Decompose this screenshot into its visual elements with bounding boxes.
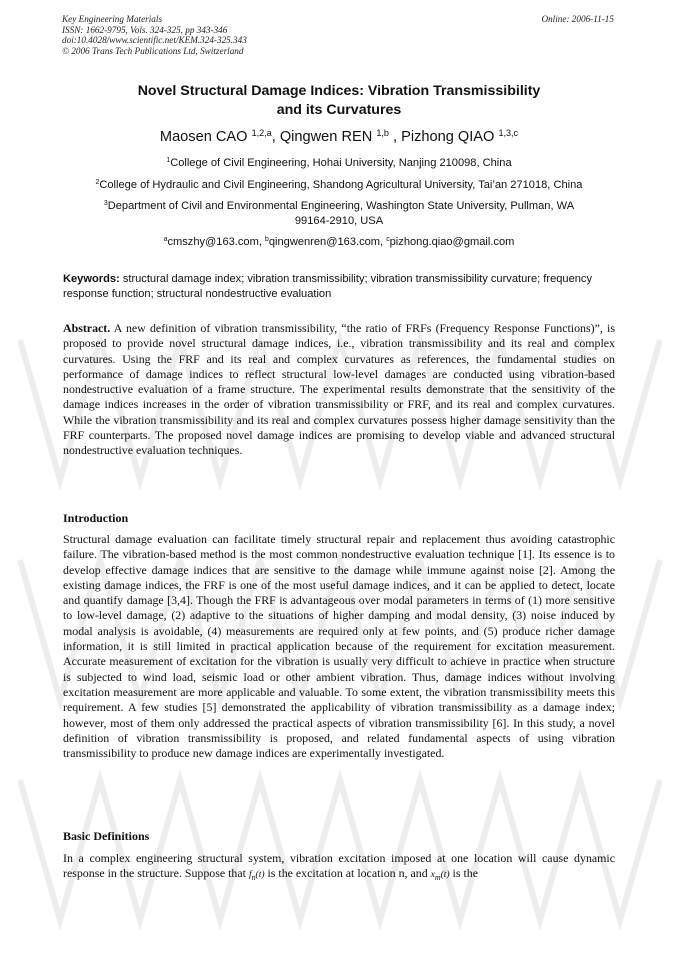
introduction-paragraph: Structural damage evaluation can facilitate timely structural repair and replacement thus avoiding catastrophic failure. The vibration-based method is the most common nondestructive evaluation technique [1]. Its essence is to develop effective damage indices that are sensitive to the damage while immune against noise [2]. Among the existing damage indices, the FRF is one of the most useful damage indices, and it can be applied to detect, locate and quantify damage [3,4]. Though the FRF is advantageous over modal parameters in terms of (1) more sensitive to low-level damage, (2) adaptive to the situations of higher damping and modal density, (3) noise induced by modal analysis is avoidable, (4) measurements are required only at few points, and (5) produce richer damage information, it is still limited in practical application because of the requirement for excitation measurement. Accurate measurement of excitation for the vibration is usually very difficult to achieve in practice when structure is subjected to wind load, seismic load or other ambient vibration. Thus, damage indices without involving excitation measurement are more applicable and valuable. To some extent, the vibration transmissibility meets this requirement. A few studies [5] demonstrated the applicability of vibration transmissibility as a damage index; however, most of them only addressed the practical aspects of vibration transmissibility [6]. In this study, a novel definition of vibration transmissibility is proposed, and related fundamental aspects of using vibration transmissibility to produce new damage indices are experimentally investigated. bbox=[63, 532, 615, 761]
author-name: Maosen CAO bbox=[159, 129, 248, 145]
affiliation-text: College of Hydraulic and Civil Engineering, Shandong Agricultural University, Tai’an 271018, China bbox=[99, 179, 583, 191]
online-date bbox=[541, 14, 614, 25]
affiliation-text: College of Civil Engineering, Hohai University, Nanjing 210098, China bbox=[170, 157, 512, 169]
math-argument: (t) bbox=[255, 870, 265, 881]
email-separator: , bbox=[258, 236, 266, 248]
author-affiliation-marker: 1,2,a bbox=[251, 128, 272, 139]
affiliation-marker: 3 bbox=[103, 200, 108, 208]
email-address: pizhong.qiao@gmail.com bbox=[389, 236, 515, 248]
author-name: Qingwen REN bbox=[279, 129, 373, 145]
email-separator: , bbox=[380, 236, 387, 248]
author-name: Pizhong QIAO bbox=[401, 129, 495, 145]
keywords-paragraph bbox=[63, 272, 615, 301]
affiliation-text: Department of Civil and Environmental Engineering, Washington State University, Pullman, WA bbox=[107, 200, 575, 212]
abstract-paragraph bbox=[63, 321, 615, 459]
email-address: qingwenren@163.com bbox=[268, 236, 381, 248]
math-function: x bbox=[430, 870, 435, 881]
doi-line: doi:10.4028/www.scientific.net/KEM.324-325.343 bbox=[62, 35, 247, 46]
math-subscript: n bbox=[251, 873, 256, 883]
basic-definitions-paragraph bbox=[63, 851, 615, 885]
math-subscript: m bbox=[434, 873, 441, 883]
email-marker: a bbox=[163, 236, 168, 244]
author-separator: , bbox=[392, 129, 402, 145]
email-list bbox=[60, 235, 618, 250]
keywords-label: Keywords: bbox=[63, 273, 120, 285]
keywords-text: structural damage index; vibration transmissibility; vibration transmissibility curvature; frequency response function; structural nondestructive evaluation bbox=[63, 273, 593, 300]
title-line-2: and its Curvatures bbox=[276, 102, 402, 118]
basic-text-middle: is the excitation at location n, and bbox=[267, 866, 428, 881]
response-symbol bbox=[430, 870, 450, 883]
online-date-text: Online: 2006-11-15 bbox=[541, 14, 614, 24]
affiliation-3 bbox=[60, 199, 618, 228]
author-separator: , bbox=[271, 129, 280, 145]
author-affiliation-marker: 1,b bbox=[376, 128, 389, 139]
abstract-label: Abstract. bbox=[63, 321, 111, 335]
paper-title bbox=[60, 82, 618, 120]
journal-name: Key Engineering Materials bbox=[62, 14, 163, 24]
affiliation-marker: 1 bbox=[166, 157, 171, 165]
excitation-symbol bbox=[248, 870, 265, 883]
basic-text-after: is the bbox=[452, 866, 478, 881]
title-line-1: Novel Structural Damage Indices: Vibration Transmissibility bbox=[137, 83, 541, 99]
email-marker: c bbox=[386, 236, 390, 244]
math-argument: (t) bbox=[440, 870, 450, 881]
author-affiliation-marker: 1,3,c bbox=[498, 128, 519, 139]
journal-header bbox=[62, 14, 247, 56]
author-list bbox=[60, 128, 618, 147]
issn-line: ISSN: 1662-9795, Vols. 324-325, pp 343-346 bbox=[62, 24, 228, 35]
copyright-line: © 2006 Trans Tech Publications Ltd, Switzerland bbox=[62, 45, 244, 56]
affiliation-2 bbox=[60, 178, 618, 193]
math-function: f bbox=[248, 870, 252, 881]
introduction-heading: Introduction bbox=[63, 511, 129, 525]
affiliation-marker: 2 bbox=[95, 179, 100, 187]
affiliation-text: 99164-2910, USA bbox=[294, 214, 384, 227]
email-marker: b bbox=[265, 236, 269, 244]
basic-text-before: In a complex engineering structural system, vibration excitation imposed at one location will cause dynamic response in the structure. Suppose that bbox=[63, 851, 615, 881]
email-address: cmszhy@163.com bbox=[167, 236, 259, 248]
abstract-text: A new definition of vibration transmissibility, “the ratio of FRFs (Frequency Response Functions)”, is proposed to provide novel structural damage indices, i.e., vibration transmissibility and its real and complex curvatures. Using the FRF and its real and complex curvatures as references, the fundamental studies on performance of damage indices to reflect structural low-level damages are conducted using vibration-based nondestructive evaluation of a frame structure. The experimental results demonstrate that the sensitivity of the damage indices increases in the order of vibration transmissibility or FRF, and its real and complex curvatures. While the vibration transmissibility and its real and complex curvatures possess higher damage sensitivity than the FRF counterparts. The proposed novel damage indices are promising to develop viable and advanced structural nondestructive evaluation techniques. bbox=[63, 321, 615, 458]
affiliation-1 bbox=[60, 156, 618, 171]
basic-definitions-heading: Basic Definitions bbox=[63, 829, 150, 843]
